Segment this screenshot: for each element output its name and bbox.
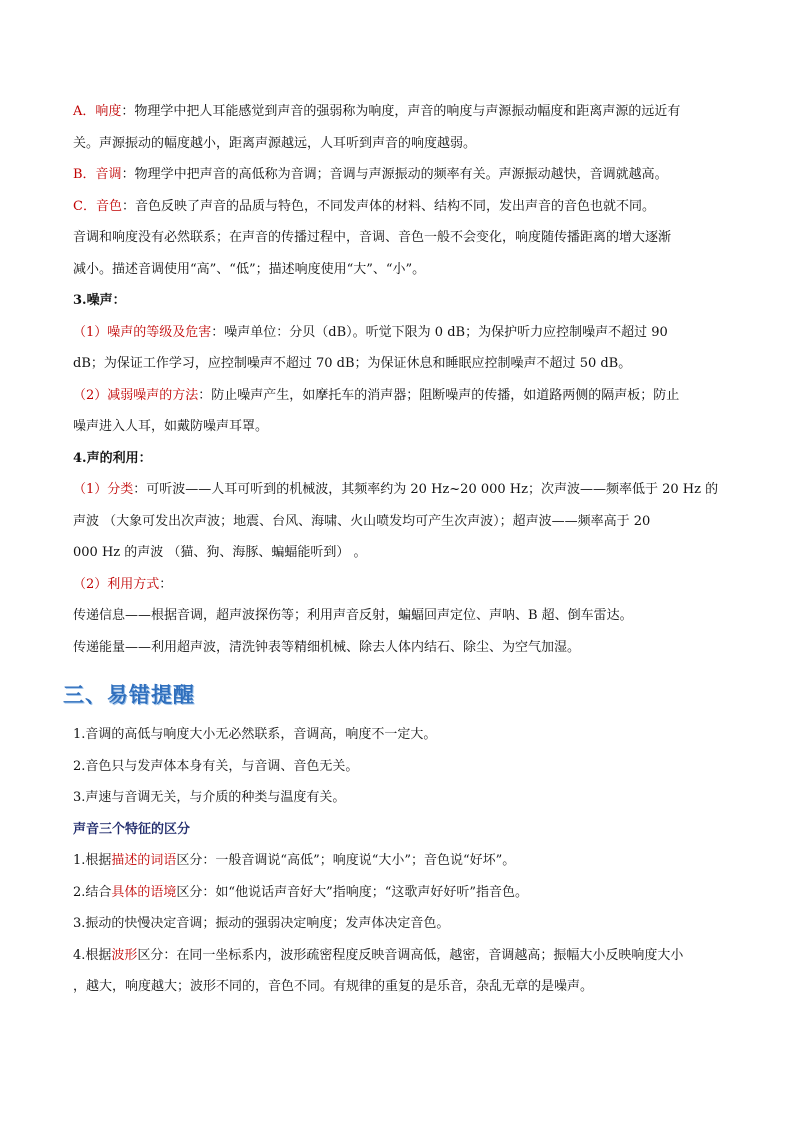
section-title: 三、易错提醒 [63,683,195,707]
noise-item-1-text: ：噪声单位：分贝（dB）。听觉下限为 0 dB；为保护听力应控制噪声不超过 90 [211,324,668,340]
distinguish-4-key: 波形 [111,947,138,963]
loudness-paragraph [73,96,729,128]
pitch-paragraph [73,159,729,191]
use-item-1-cont-2: 000 Hz 的声波 （猫、狗、海豚、蝙蝠能听到） 。 [73,545,367,560]
distinguish-1 [73,845,729,877]
tip-1: 1.音调的高低与响度大小无必然联系，音调高，响度不一定大。 [73,727,437,742]
energy-transfer-line: 传递能量——利用超声波，清洗钟表等精细机械、除去人体内结石、除尘、为空气加湿。 [73,639,581,655]
noise-item-2-label: （2）减弱噪声的方法 [73,387,199,403]
timbre-text: ：音色反映了声音的品质与特色，不同发声体的材料、结构不同，发出声音的音色也就不同。 [121,198,655,214]
relation-line-1: 音调和响度没有必然联系；在声音的传播过程中，音调、音色一般不会变化，响度随传播距离的增大逐渐 [73,230,672,245]
noise-item-2-cont: 噪声进入人耳，如戴防噪声耳罩。 [73,419,269,434]
distinguish-4 [73,940,729,972]
distinguish-4-pre: 4.根据 [73,947,112,963]
distinguish-2-key: 具体的语境 [111,884,177,900]
tip-2: 2.音色只与发声体本身有关，与音调、音色无关。 [73,758,359,774]
distinguish-4-post: 区分：在同一坐标系内，波形疏密程度反映音调高低，越密，音调越高；振幅大小反映响度大小 [137,947,684,963]
relation-line-2: 减小。描述音调使用“高”、“低”；描述响度使用“大”、“小”。 [73,261,426,277]
info-transfer-line: 传递信息——根据音调，超声波探伤等；利用声音反射，蝙蝠回声定位、声呐、B 超、倒车雷达。 [73,608,633,623]
noise-heading: 3.噪声： [73,293,126,308]
use-heading: 4.声的利用： [73,450,152,466]
distinguish-1-pre: 1.根据 [73,853,112,868]
document-page [63,96,729,1003]
distinguish-1-post: 区分：一般音调说“高低”；响度说“大小”；音色说“好坏”。 [176,853,516,868]
noise-item-1-cont: dB；为保证工作学习，应控制噪声不超过 70 dB；为保证休息和睡眠应控制噪声不超过 50 dB。 [73,356,632,371]
distinguish-2-pre: 2.结合 [73,884,112,900]
noise-item-2 [73,380,729,412]
use-item-2 [73,569,729,601]
subheading: 声音三个特征的区分 [73,821,191,837]
noise-item-1 [73,317,729,349]
noise-item-2-text: ：防止噪声产生，如摩托车的消声器；阻断噪声的传播，如道路两侧的隔声板；防止 [198,387,680,403]
loudness-label: A．响度 [73,104,122,119]
use-item-1-label: （1）分类 [73,482,134,497]
use-item-1-cont: 声波 （大象可发出次声波；地震、台风、海啸、火山喷发均可产生次声波）；超声波——频率高于 20 [73,513,651,529]
pitch-label: B．音调 [73,167,122,182]
noise-item-1-label: （1）噪声的等级及危害 [73,324,212,340]
use-item-2-label: （2）利用方式 [73,576,160,592]
timbre-paragraph [73,191,729,223]
distinguish-3: 3.振动的快慢决定音调；振动的强弱决定响度；发声体决定音色。 [73,916,450,931]
pitch-text: ：物理学中把声音的高低称为音调；音调与声源振动的频率有关。声源振动越快，音调就越高。 [121,167,668,182]
loudness-text-1: ：物理学中把人耳能感觉到声音的强弱称为响度，声音的响度与声源振动幅度和距离声源的远近有 [121,104,681,119]
distinguish-1-key: 描述的词语 [111,853,177,868]
distinguish-4-cont: ，越大，响度越大；波形不同的，音色不同。有规律的重复的是乐音，杂乱无章的是噪声。 [73,979,594,994]
tip-3: 3.声速与音调无关，与介质的种类与温度有关。 [73,790,346,805]
timbre-label: C．音色 [73,198,122,214]
distinguish-2 [73,877,729,909]
use-item-1 [73,474,729,506]
loudness-paragraph-cont: 关。声源振动的幅度越小，距离声源越远，人耳听到声音的响度越弱。 [73,135,477,151]
distinguish-2-post: 区分：如“他说话声音好大”指响度；“这歌声好好听”指音色。 [176,884,529,900]
use-item-1-text: ：可听波——人耳可听到的机械波，其频率约为 20 Hz~20 000 Hz；次声波——频率低于 20 Hz 的 [133,482,719,497]
use-item-2-colon: ： [159,576,173,592]
